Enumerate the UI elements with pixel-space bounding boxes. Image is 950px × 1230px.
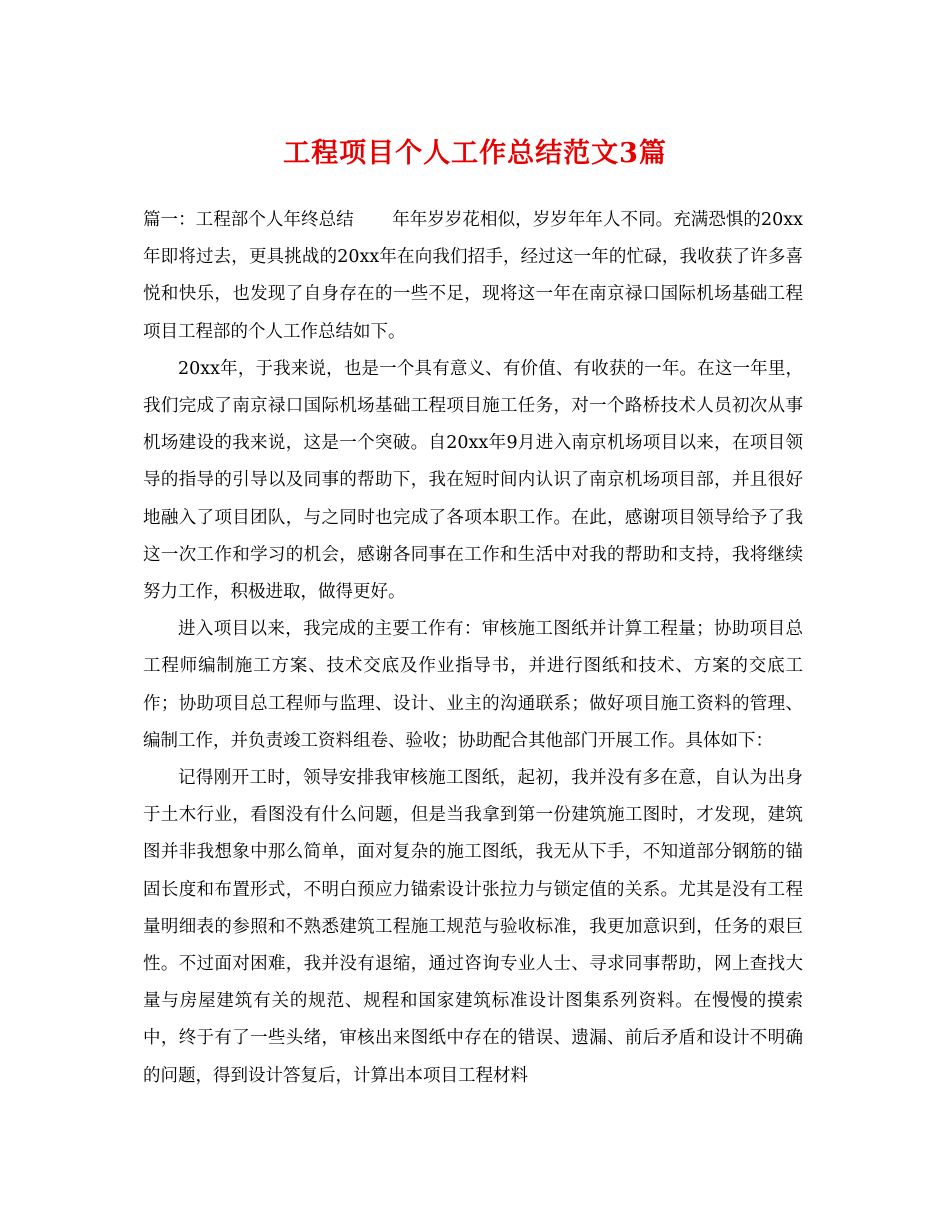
paragraph-2: 20xx年，于我来说，也是一个具有意义、有价值、有收获的一年。在这一年里，我们完成了南京禄口国际机场基础工程项目施工任务，对一个路桥技术人员初次从事机场建设的我来说，这是一个突破。自20xx年9月进入南京机场项目以来，在项目领导的指导的引导以及同事的帮助下，我在短时间内认识了南京机场项目部，并且很好地融入了项目团队，与之同时也完成了各项本职工作。在此，感谢项目领导给予了我这一次工作和学习的机会，感谢各同事在工作和生活中对我的帮助和支持，我将继续努力工作，积极进取，做得更好。 xyxy=(143,358,803,603)
paragraph-1 xyxy=(143,202,803,351)
document-title: 工程项目个人工作总结范文3篇 xyxy=(283,138,667,169)
paragraph-4: 记得刚开工时，领导安排我审核施工图纸，起初，我并没有多在意，自认为出身于土木行业，看图没有什么问题，但是当我拿到第一份建筑施工图时，才发现，建筑图并非我想象中那么简单，面对复杂的施工图纸，我无从下手，不知道部分钢筋的锚固长度和布置形式，不明白预应力锚索设计张拉力与锁定值的关系。尤其是没有工程量明细表的参照和不熟悉建筑工程施工规范与验收标准，我更加意识到，任务的艰巨性。不过面对困难，我并没有退缩，通过咨询专业人士、寻求同事帮助，网上查找大量与房屋建筑有关的规范、规程和国家建筑标准设计图集系列资料。在慢慢的摸索中，终于有了一些头绪，审核出来图纸中存在的错误、遗漏、前后矛盾和设计不明确的问题，得到设计答复后，计算出本项目工程材料 xyxy=(143,768,803,1086)
paragraph-3: 进入项目以来，我完成的主要工作有：审核施工图纸并计算工程量；协助项目总工程师编制施工方案、技术交底及作业指导书，并进行图纸和技术、方案的交底工作；协助项目总工程师与监理、设计、业主的沟通联系；做好项目施工资料的管理、编制工作，并负责竣工资料组卷、验收；协助配合其他部门开展工作。具体如下： xyxy=(143,619,803,751)
document-body xyxy=(143,202,803,1095)
paragraph-1-text: 年年岁岁花相似，岁岁年年人不同。充满恐惧的20xx年即将过去，更具挑战的20xx年在向我们招手，经过这一年的忙碌，我收获了许多喜悦和快乐，也发现了自身存在的一些不足，现将这一年在南京禄口国际机场基础工程项目工程部的个人工作总结如下。 xyxy=(143,210,804,342)
section-heading: 篇一：工程部个人年终总结 xyxy=(143,210,354,230)
